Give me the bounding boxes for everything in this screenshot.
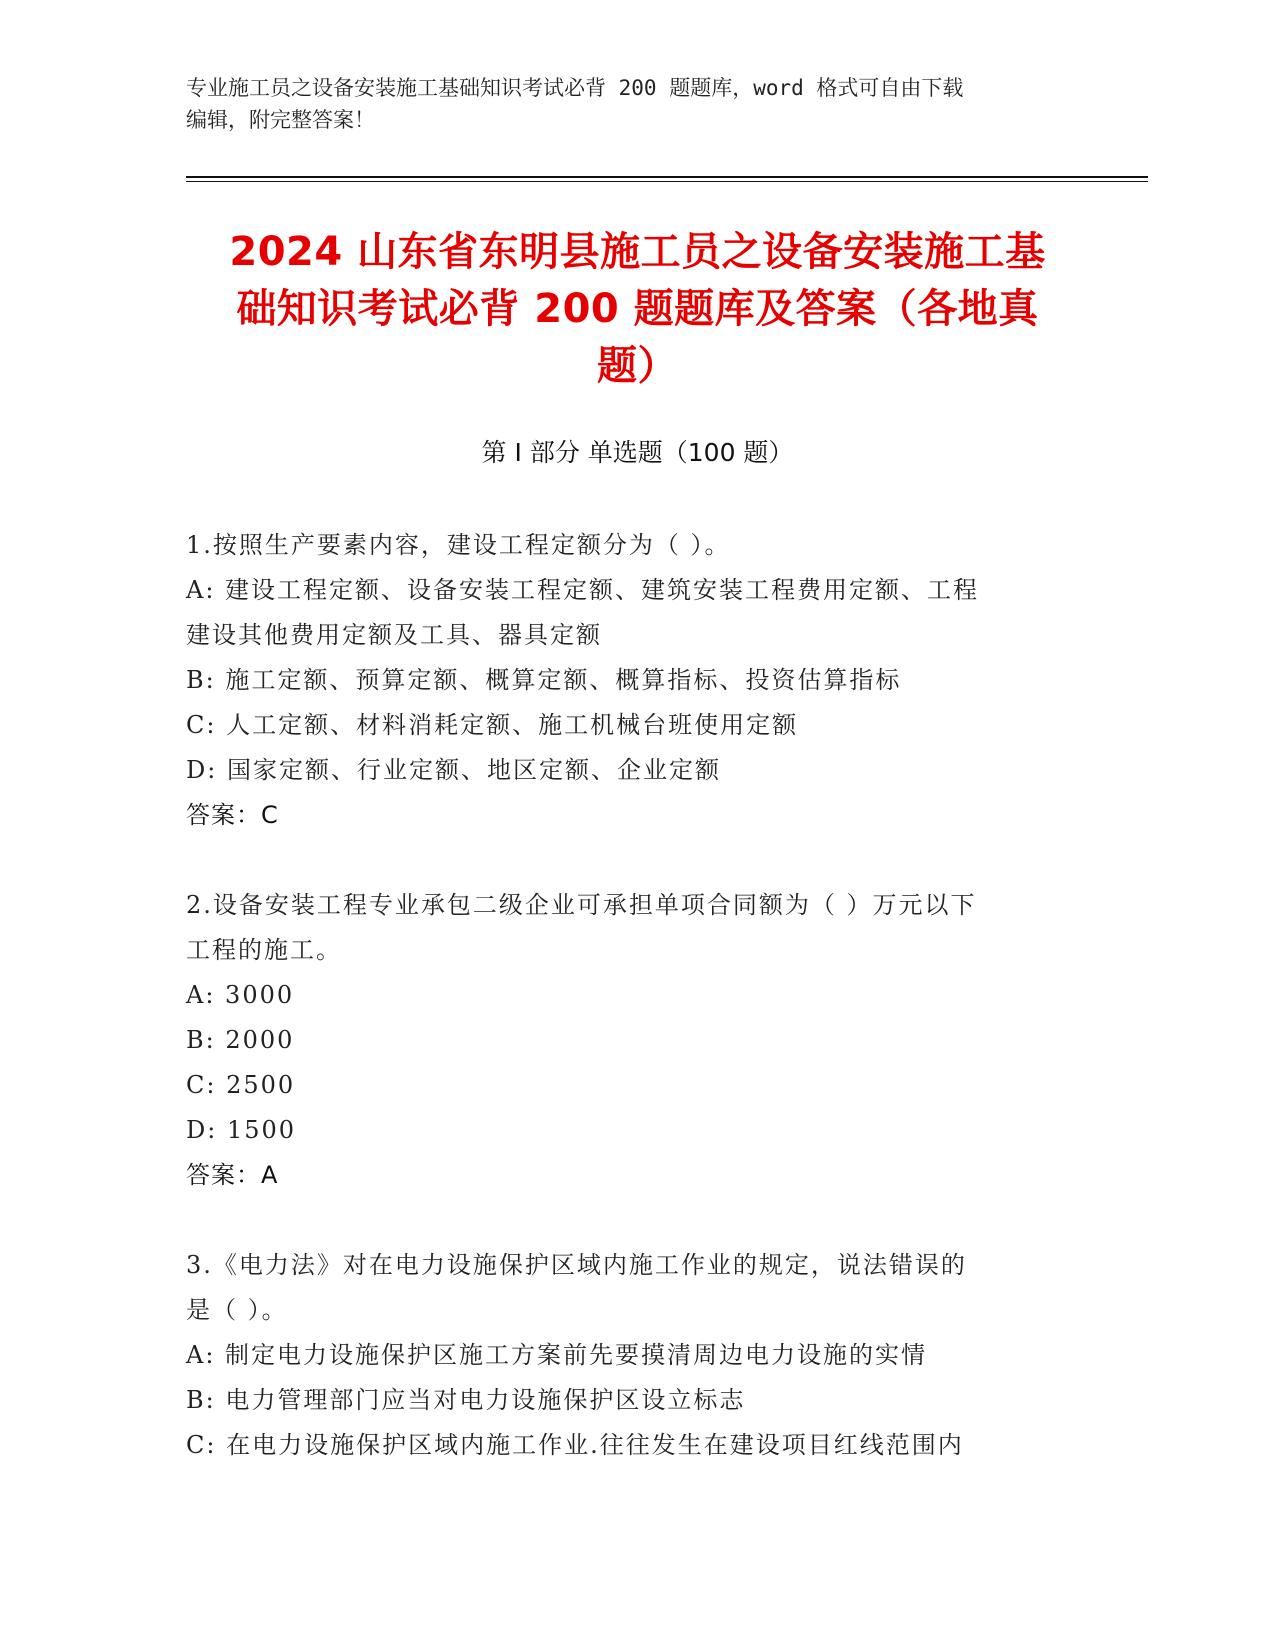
option-c: C: 在电力设施保护区域内施工作业.往往发生在建设项目红线范围内 [186, 1431, 964, 1459]
header-divider-thick [186, 176, 1148, 178]
answer: 答案：C [186, 801, 279, 829]
header-note-line-2: 编辑，附完整答案！ [186, 108, 375, 132]
option-a: A: 3000 [186, 981, 295, 1009]
option-a: A: 制定电力设施保护区施工方案前先要摸清周边电力设施的实情 [186, 1341, 928, 1369]
option-d: D: 国家定额、行业定额、地区定额、企业定额 [186, 756, 721, 784]
header-note-line-1: 专业施工员之设备安装施工基础知识考试必背 200 题题库，word 格式可自由下载 [186, 76, 964, 100]
question-stem-continued: 是（ ）。 [186, 1296, 288, 1324]
question-stem-continued: 工程的施工。 [186, 936, 342, 964]
question-stem: 2.设备安装工程专业承包二级企业可承担单项合同额为（ ）万元以下 [186, 891, 977, 919]
question-stem: 1.按照生产要素内容，建设工程定额分为（ ）。 [186, 531, 731, 559]
option-d: D: 1500 [186, 1116, 297, 1144]
question-3 [186, 1243, 1066, 1468]
question-stem: 3.《电力法》对在电力设施保护区域内施工作业的规定，说法错误的 [186, 1251, 967, 1279]
question-list [186, 523, 1066, 1513]
question-1 [186, 523, 1066, 838]
title-line-2: 础知识考试必背 200 题题库及答案（各地真 [236, 286, 1039, 332]
option-c: C: 人工定额、材料消耗定额、施工机械台班使用定额 [186, 711, 799, 739]
document-title [150, 224, 1125, 395]
answer: 答案：A [186, 1161, 279, 1189]
section-heading: 第 I 部分 单选题（100 题） [481, 438, 794, 467]
option-c: C: 2500 [186, 1071, 296, 1099]
header-note [186, 72, 1086, 136]
title-line-1: 2024 山东省东明县施工员之设备安装施工基 [229, 229, 1046, 275]
option-a: A: 建设工程定额、设备安装工程定额、建筑安装工程费用定额、工程 [186, 576, 980, 604]
header-divider-thin [186, 181, 1148, 182]
question-2 [186, 883, 1066, 1198]
option-b: B: 施工定额、预算定额、概算定额、概算指标、投资估算指标 [186, 666, 902, 694]
option-b: B: 2000 [186, 1026, 295, 1054]
option-b: B: 电力管理部门应当对电力设施保护区设立标志 [186, 1386, 746, 1414]
option-a-continued: 建设其他费用定额及工具、器具定额 [186, 621, 602, 649]
title-line-3: 题） [597, 343, 678, 389]
